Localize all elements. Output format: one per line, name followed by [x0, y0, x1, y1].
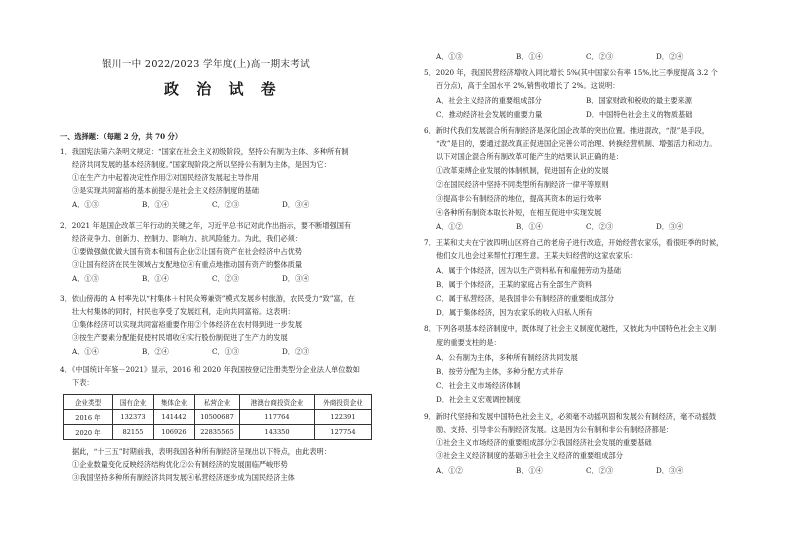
table-header-cell: 私营企业	[195, 395, 240, 410]
q2-line: 2．2021 年是国企改革三年行动的关键之年，习近平总书记对此作出指示，要不断增强国有	[60, 221, 352, 230]
q6-option: A．①②	[436, 222, 463, 231]
q5-option: C．推动经济社会发展的重要力量	[436, 110, 543, 119]
q5-line: 百分点)，高于全国水平 2%,销售收增长了 2%。这说明：	[436, 81, 620, 90]
q9-line: 9．新时代坚持和发展中国特色社会主义，必须毫不动摇巩固和发展公有制经济，毫不动摇鼓	[424, 412, 717, 421]
q7-line: 他们女儿也会过来帮忙打理生意。王某夫妇经营的这家农家乐：	[436, 251, 638, 260]
table-header-cell: 集体企业	[154, 395, 195, 410]
q6-option: D．③④	[656, 222, 684, 231]
q4-option: A．①③	[436, 52, 463, 61]
q2-option: B．①④	[142, 274, 169, 283]
q3-option: A．①④	[72, 347, 99, 356]
q1-option: B．①④	[142, 200, 169, 209]
q9-option: D．③④	[656, 466, 684, 475]
table-cell: 132373	[113, 410, 154, 425]
q3-line: ①集体经济可以实现共同富裕重要作用②个体经济在农村得到进一步发展	[72, 320, 303, 329]
q3-line: ③按生产要素分配能促使村民增收④实行股份制促进了生产力的发展	[72, 333, 288, 342]
q4-line: 4．《中国统计年鉴－2021》显示，2016 和 2020 年我国按登记注册类型分企业法人单位数如	[60, 365, 360, 374]
table-cell: 141442	[154, 410, 195, 425]
q3-option: B．②④	[142, 347, 169, 356]
q8-option: B．按劳分配为主体，多种分配方式并存	[436, 367, 564, 376]
section-heading: 一、选择题：（每题 2 分，共 70 分）	[60, 132, 183, 141]
table-cell: 2016 年	[64, 410, 113, 425]
q1-option: C．②③	[212, 200, 240, 209]
q6-option: B．①④	[516, 222, 543, 231]
q1-line: ①在生产力中起着决定性作用②对国民经济发展起主导作用	[72, 173, 259, 182]
table-header-cell: 外商投资企业	[315, 395, 372, 410]
q8-option: D．社会主义宏观调控制度	[436, 395, 521, 404]
q7-option: B．属于个体经济，王某的家庭占有全部生产资料	[436, 280, 593, 289]
q2-option: C．②③	[212, 274, 240, 283]
q9-line: ①社会主义市场经济的重要组成部分②我国经济社会发展的重要基础	[436, 438, 652, 447]
q8-option: C．社会主义市场经济体制	[436, 381, 521, 390]
table-cell: 10500687	[195, 410, 240, 425]
q2-line: ①要做强做优做大国有资本和国有企业②让国有资产在社会经济中占优势	[72, 247, 303, 256]
q9-option: B．①④	[516, 466, 543, 475]
q4-option: B．①④	[516, 52, 543, 61]
q2-line: 经济竞争力、创新力、控制力、影响力、抗风险能力。为此，我们必须：	[72, 234, 303, 243]
q3-option: D．②③	[282, 347, 310, 356]
school-title: 银川一中 2022/2023 学年度(上)高一期末考试	[102, 59, 311, 70]
q2-line: ③让国有经济在民生领域占支配地位④有重点地推动国有资产的整体质量	[72, 260, 303, 269]
q2-option: D．③④	[282, 274, 310, 283]
q5-option: B．国家财政和税收的最主要来源	[586, 96, 692, 105]
q8-line: 度的重要支柱的是：	[436, 338, 501, 347]
q4-line: ①企业数量变化反映经济结构优化②公有制经济的发展面临严峻形势	[72, 460, 288, 469]
q6-line: ④各种所有制资本取长补短，在相互促进中实现发展	[436, 208, 602, 217]
q1-line: ③是实现共同富裕的基本前提④是社会主义经济制度的基础	[72, 186, 259, 195]
table-row	[64, 410, 372, 425]
table-cell: 122391	[315, 410, 372, 425]
q1-line: 经济共同发展的基本经济制度。”国家现阶段之所以坚持公有制为主体，是因为它：	[72, 160, 331, 169]
q4-option: C．②③	[586, 52, 614, 61]
table-cell: 117764	[240, 410, 315, 425]
q9-line: ③社会主义经济制度的基础④社会主义经济的重要组成部分	[436, 451, 623, 460]
q4-line: ③我国坚持多种所有制经济共同发展④私营经济逐步成为国民经济主体	[72, 473, 295, 482]
q4-option: D．②④	[656, 52, 684, 61]
q6-line: ①改革束缚企业发展的体制机制，促进国有企业的发展	[436, 166, 609, 175]
q1-option: A．①③	[72, 200, 99, 209]
q9-line: 励、支持、引导非公有制经济发展。这是因为公有制和非公有制经济都是：	[436, 425, 674, 434]
q6-line: 6．新时代我们发展混合所有制经济是深化国企改革的突出位置。推进混改，“混”是手段，	[424, 126, 710, 135]
q7-option: A．属于个体经济，因为以生产资料私有和雇佣劳动为基础	[436, 266, 621, 275]
table-header-row	[64, 395, 372, 410]
table-cell: 106926	[154, 425, 195, 440]
q5-option: A．社会主义经济的重要组成部分	[436, 96, 542, 105]
q6-option: C．②③	[586, 222, 614, 231]
subject-title: 政 治 试 卷	[164, 80, 282, 98]
table-cell: 2020 年	[64, 425, 113, 440]
q7-option: D．属于集体经济，因为农家乐的收入归私人所有	[436, 308, 593, 317]
q7-line: 7．王某和丈夫在宁波四明山区将自己的老房子进行改造，开始经营农家乐，看很旺季的时候，	[424, 238, 724, 247]
table-header-cell: 国有企业	[113, 395, 154, 410]
q6-line: ②在国民经济中坚持不同类型所有制经济一律平等原则	[436, 180, 609, 189]
q6-line: “改”是目的，要通过混改真正促进国企完善公司治理、转换经营机制、增强活力和动力。	[436, 139, 717, 148]
q6-line: ③提高非公有制经济的地位，提高其资本的运行效率	[436, 194, 602, 203]
table-cell: 143350	[240, 425, 315, 440]
enterprise-table	[63, 394, 372, 440]
q9-option: A．①②	[436, 466, 463, 475]
q6-line: 以下对国企混合所有制改革可能产生的结果认识正确的是：	[436, 152, 623, 161]
table-cell: 82155	[113, 425, 154, 440]
q5-line: 5．2020 年，我国民营经济增收入同比增长 5%(其中国家公有率 15%,比三季度提高 3.2 个	[424, 68, 718, 77]
table-cell: 127754	[315, 425, 372, 440]
q1-option: D．③④	[282, 200, 310, 209]
q4-line: 据此，“十三五”时期前我，表明我国各种所有制经济呈现出以下特点，由此表明：	[72, 447, 331, 456]
q9-option: C．②③	[586, 466, 614, 475]
q1-line: 1．我国宪法第六条明文规定：“国家在社会主义初级阶段，坚持公有制为主体、多种所有制	[60, 147, 349, 156]
q5-option: D．中国特色社会主义的物质基础	[586, 110, 693, 119]
table-header-cell: 企业类型	[64, 395, 113, 410]
q8-line: 8．下列各项基本经济制度中，既体现了社会主义制度优越性，又彼此为中国特色社会主义制	[424, 324, 717, 333]
q3-line: 壮大村集体的同时，村民也享受了发展红利，走向共同富裕。这表明：	[72, 307, 295, 316]
q4-line: 下表：	[72, 378, 94, 387]
table-header-cell: 港澳台商投资企业	[240, 395, 315, 410]
table-row	[64, 425, 372, 440]
table-cell: 22835565	[195, 425, 240, 440]
q7-option: C．属于私营经济，是我国非公有制经济的重要组成部分	[436, 294, 615, 303]
q3-line: 3．依山傍海的 A 村率先以“村集体＋村民众筹兼资”模式发展乡村旅游，农民受力“致”富，在	[60, 294, 355, 303]
q8-option: A．公有制为主体，多种所有制经济共同发展	[436, 353, 578, 362]
q3-option: C．①③	[212, 347, 240, 356]
q2-option: A．①③	[72, 274, 99, 283]
